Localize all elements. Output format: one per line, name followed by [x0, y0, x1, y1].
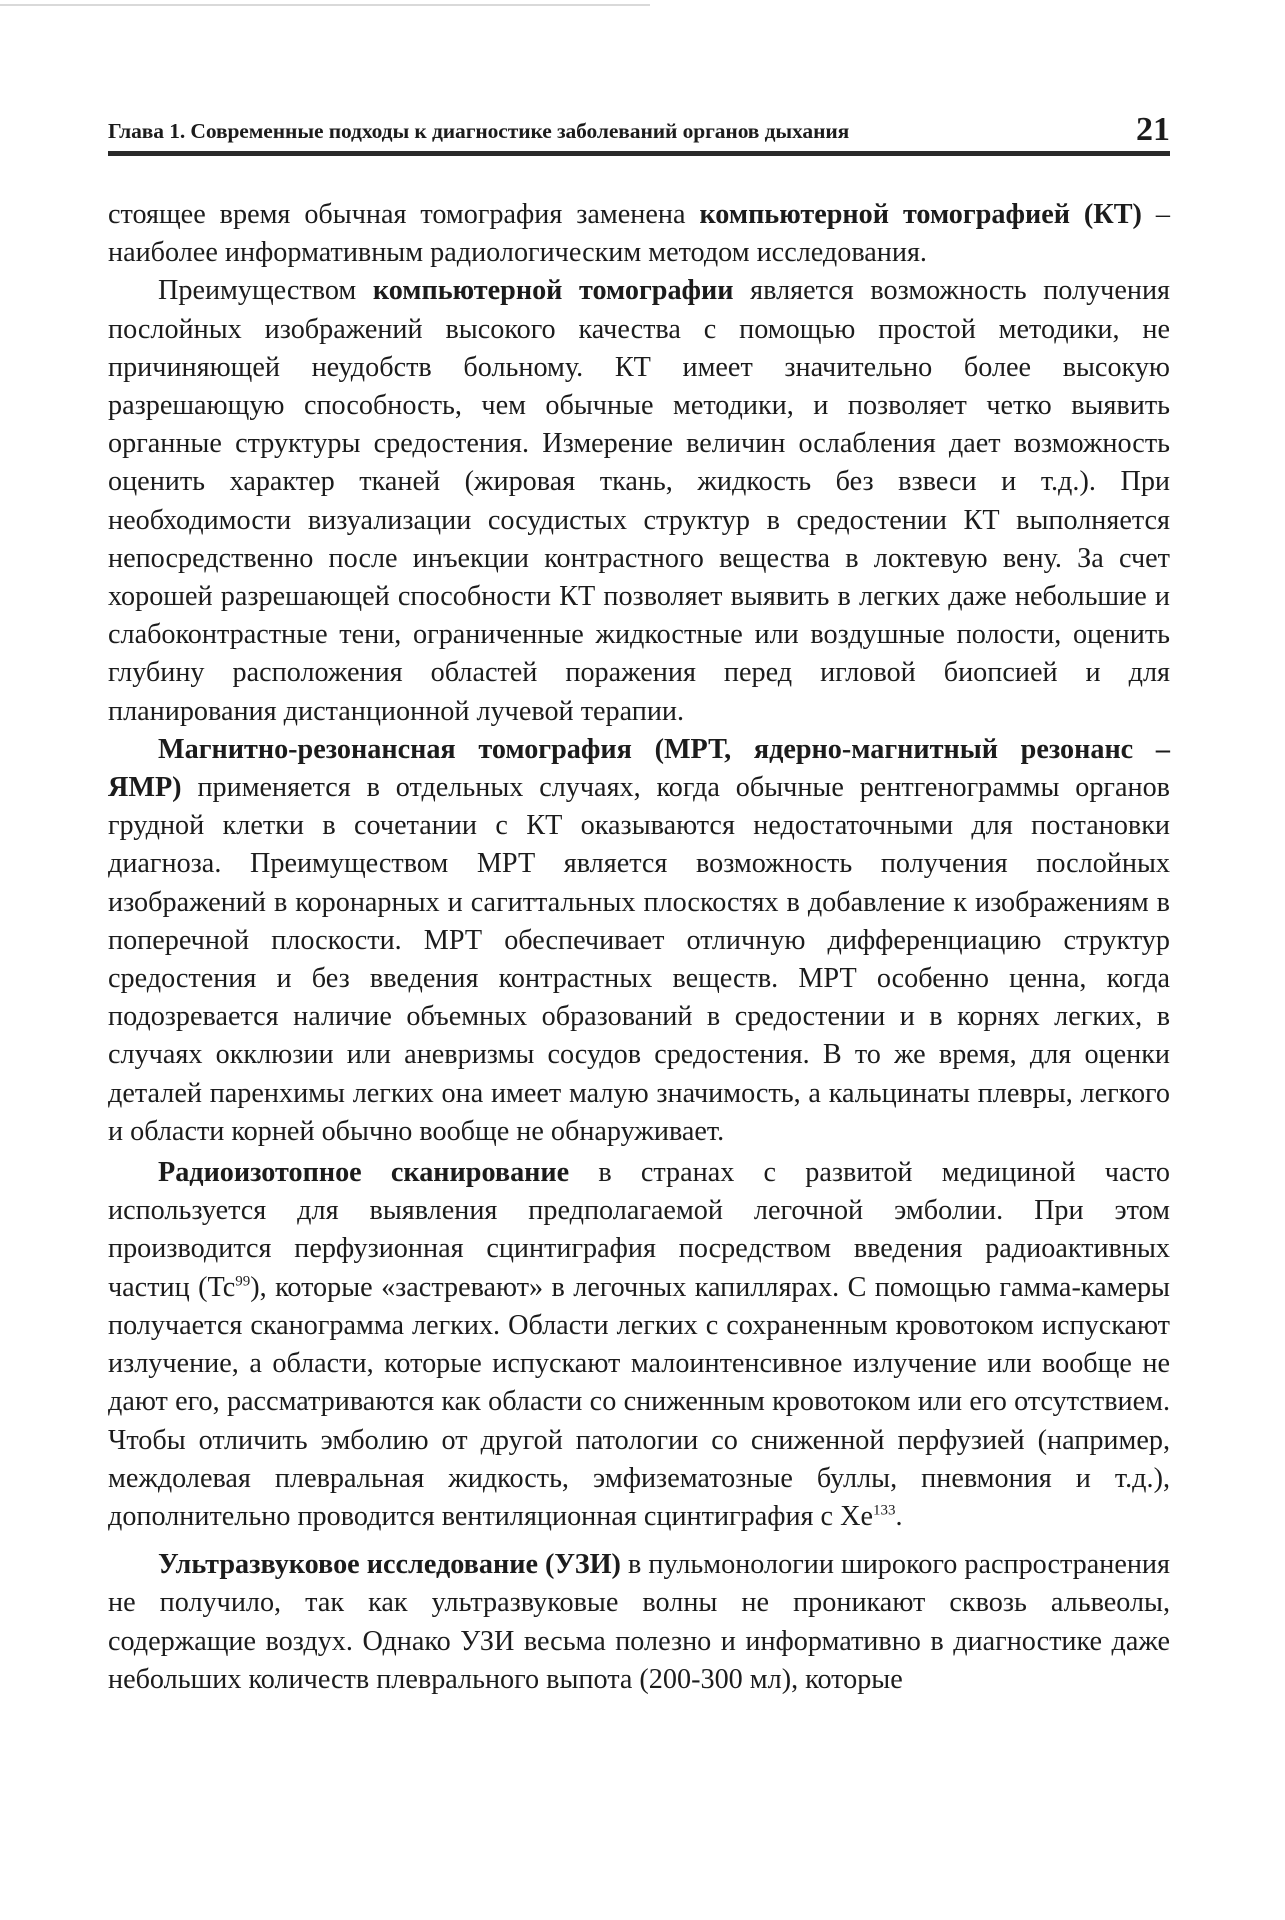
book-page	[108, 105, 1170, 1699]
paragraph-text: .	[895, 1500, 903, 1532]
paragraph-ct-intro	[108, 196, 1170, 272]
paragraph-text: в пульмонологии широкого распространения не получило, так как ультразвуковые волны не проникают сквозь альвеолы, содержащие воздух. Однако УЗИ весьма полезно и информативно в диагностике даже небольших количеств плеврального выпота (200-300 мл), которые	[108, 1549, 1170, 1695]
term-ct-genitive: компьютерной томографии	[372, 275, 734, 307]
term-ultrasound: Ультразвуковое исследование (УЗИ)	[158, 1549, 621, 1581]
paragraph-text: ), которые «застревают» в легочных капиллярах. С помощью гамма-камеры получается сканограмма легких. Области легких с сохраненным кровотоком испускают излучение, а области, которые испускают малоинтенсивное излучение или вообще не дают его, рассматриваются как области со сниженным кровотоком или его отсутствием. Чтобы отличить эмболию от другой патологии со сниженной перфузией (например, междолевая плевральная жидкость, эмфизематозные буллы, пневмония и т.д.), дополнительно проводится вентиляционная сцинтиграфия с Xe	[108, 1271, 1170, 1532]
paragraph-text: Преимуществом	[158, 275, 373, 307]
chapter-title: Глава 1. Современные подходы к диагностике заболеваний органов дыхания	[108, 119, 850, 143]
paragraph-text: в странах с развитой медициной часто используется для выявления предполагаемой легочной эмболии. При этом производится перфузионная сцинтиграфия посредством введения радиоактивных частиц (Tc	[108, 1157, 1170, 1303]
term-radioisotope-scan: Радиоизотопное сканирование	[158, 1157, 570, 1189]
paragraph-ultrasound	[108, 1546, 1170, 1699]
paragraph-mri	[108, 731, 1170, 1151]
superscript-tc: 99	[235, 1273, 251, 1290]
scan-edge-line	[0, 4, 650, 6]
paragraph-text: стоящее время обычная томография заменена	[108, 199, 700, 230]
paragraph-ct-advantages	[108, 272, 1170, 730]
term-ct: компьютерной томографией (КТ)	[699, 199, 1142, 230]
term-mri: Магнитно-резонансная томография (МРТ, ядерно-магнитный резонанс – ЯМР)	[108, 733, 1170, 804]
body-text	[108, 196, 1170, 1699]
paragraph-radioisotope	[108, 1154, 1170, 1536]
paragraph-text: применяется в отдельных случаях, когда обычные рентгенограммы органов грудной клетки в сочетании с КТ оказываются недостаточными для постановки диагноза. Преимуществом МРТ является возможность получения послойных изображений в коронарных и сагиттальных плоскостях в добавление к изображениям в поперечной плоскости. МРТ обеспечивает отличную дифференциацию структур средостения и без введения контрастных веществ. МРТ особенно ценна, когда подозревается наличие объемных образований в средостении и в корнях легких, в случаях окклюзии или аневризмы сосудов средостения. В то же время, для оценки деталей паренхимы легких она имеет малую значимость, а кальцинаты плевры, легкого и области корней обычно вообще не обнаруживает.	[108, 772, 1170, 1147]
superscript-xe: 133	[873, 1502, 896, 1519]
paragraph-text: – наиболее информативным радиологическим методом исследования.	[108, 199, 1170, 269]
page-number: 21	[1136, 111, 1170, 148]
running-header	[108, 105, 1170, 156]
paragraph-text: является возможность получения послойных изображений высокого качества с помощью простой методики, не причиняющей неудобств больному. КТ имеет значительно более высокую разрешающую способность, чем обычные методики, и позволяет четко выявить органные структуры средостения. Измерение величин ослабления дает возможность оценить характер тканей (жировая ткань, жидкость без взвеси и т.д.). При необходимости визуализации сосудистых структур в средостении КТ выполняется непосредственно после инъекции контрастного вещества в локтевую вену. За счет хорошей разрешающей способности КТ позволяет выявить в легких даже небольшие и слабоконтрастные тени, ограниченные жидкостные или воздушные полости, оценить глубину расположения областей поражения перед игловой биопсией и для планирования дистанционной лучевой терапии.	[108, 275, 1170, 727]
